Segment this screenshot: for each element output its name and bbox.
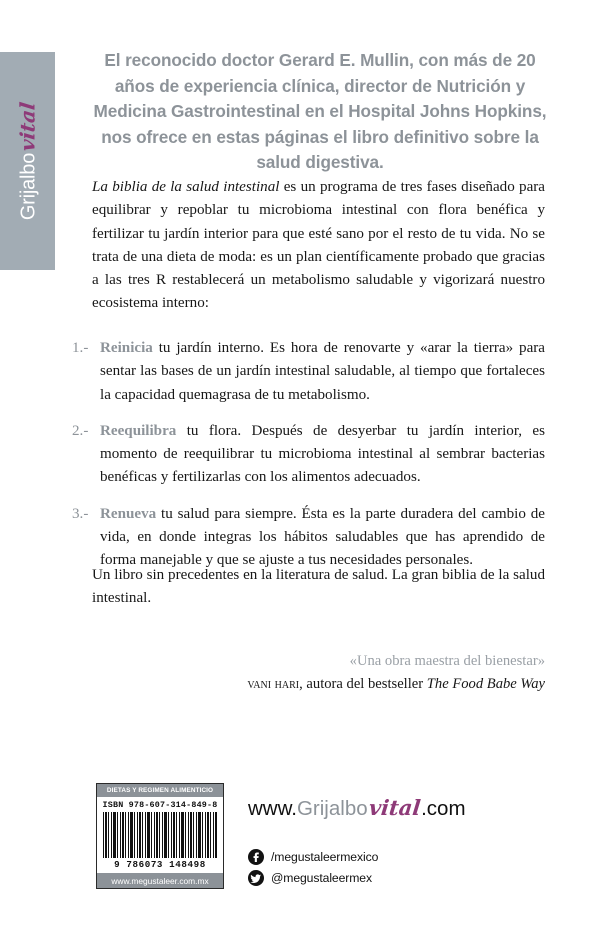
url-prefix: www. (248, 797, 297, 820)
social-row-twitter[interactable] (248, 870, 378, 886)
step-body (100, 503, 545, 573)
step-description: tu salud para siempre. Ésta es la parte duradera del cambio de vida, en donde integras los hábitos saludables que has aprendido de forma manejable y que se ajuste a tus necesidades personales. (100, 505, 545, 569)
endorsement-author: vani hari (247, 676, 300, 692)
endorsement-work-title: The Food Babe Way (426, 676, 545, 692)
list-item (72, 503, 545, 573)
twitter-icon (248, 870, 264, 886)
book-title: La biblia de la salud intestinal (92, 179, 280, 195)
list-item (72, 420, 545, 490)
barcode-isbn: ISBN 978-607-314-849-8 (102, 800, 218, 810)
intro-body: es un programa de tres fases diseñado para equilibrar y repoblar tu microbioma intestinal con flora benéfica y fertilizar tu jardín interior para que esté sano por el resto de tu vida. No se trata de una dieta de moda: es un plan científicamente probado que gracias a las tres R restablecerá un metabolismo saludable y vigorizará nuestro ecosistema interno: (92, 179, 546, 312)
closing-paragraph: Un libro sin precedentes en la literatura de salud. La gran biblia de la salud intestinal. (92, 567, 545, 607)
step-description: tu flora. Después de desyerbar tu jardín interior, es momento de reequilibrar tu microbioma intestinal al sembrar bacterias benéficas y fertilizarlas con los alimentos adecuados. (100, 422, 545, 486)
step-body (100, 420, 545, 490)
steps-list (72, 337, 545, 573)
step-body (100, 337, 545, 407)
spine-brand-tab (0, 52, 55, 270)
website-url[interactable] (248, 795, 466, 821)
spine-brand-accent: vital (15, 100, 39, 153)
endorsement-block (92, 650, 545, 696)
step-keyword: Reequilibra (100, 422, 177, 439)
facebook-icon (248, 849, 264, 865)
closing-section (92, 564, 545, 611)
endorsement-attribution (92, 673, 545, 696)
intro-section (92, 176, 545, 330)
step-number: 1.- (72, 340, 89, 356)
facebook-handle: /megustaleermexico (271, 850, 379, 864)
barcode-publisher-site: www.megustaleer.com.mx (97, 873, 223, 888)
social-row-facebook[interactable] (248, 849, 378, 865)
list-item (72, 337, 545, 407)
endorsement-author-suffix: , autora del bestseller (299, 676, 427, 692)
step-description: tu jardín interno. Es hora de renovarte y «arar la tierra» para sentar las bases de un jardín intestinal saludable, al tiempo que fortaleces la capacidad quemagrasa de tu metabolismo. (100, 340, 545, 403)
url-brand-accent: vital (367, 795, 422, 820)
spine-logo (15, 102, 40, 220)
spine-brand-name: Grijalbo (17, 152, 39, 221)
step-keyword: Renueva (100, 505, 157, 522)
barcode-category: DIETAS Y REGIMEN ALIMENTICIO (97, 784, 223, 797)
barcode-bars-icon (103, 812, 217, 858)
twitter-handle: @megustaleermex (271, 871, 372, 885)
step-number: 3.- (72, 505, 89, 522)
header-blurb: El reconocido doctor Gerard E. Mullin, con más de 20 años de experiencia clínica, director de Nutrición y Medicina Gastrointestinal en el Hospital Johns Hopkins, nos ofrece en estas páginas el libro definitivo sobre la salud digestiva. (93, 50, 547, 172)
barcode-block (96, 783, 224, 889)
endorsement-quote: «Una obra maestra del bienestar» (349, 653, 545, 669)
url-suffix: .com (421, 797, 466, 820)
step-number: 2.- (72, 422, 89, 439)
intro-paragraph (92, 176, 545, 316)
social-links (248, 849, 378, 886)
url-brand: Grijalbo (296, 797, 368, 820)
step-keyword: Reinicia (100, 340, 153, 356)
barcode-ean-digits: 9 786073 148498 (114, 859, 206, 870)
